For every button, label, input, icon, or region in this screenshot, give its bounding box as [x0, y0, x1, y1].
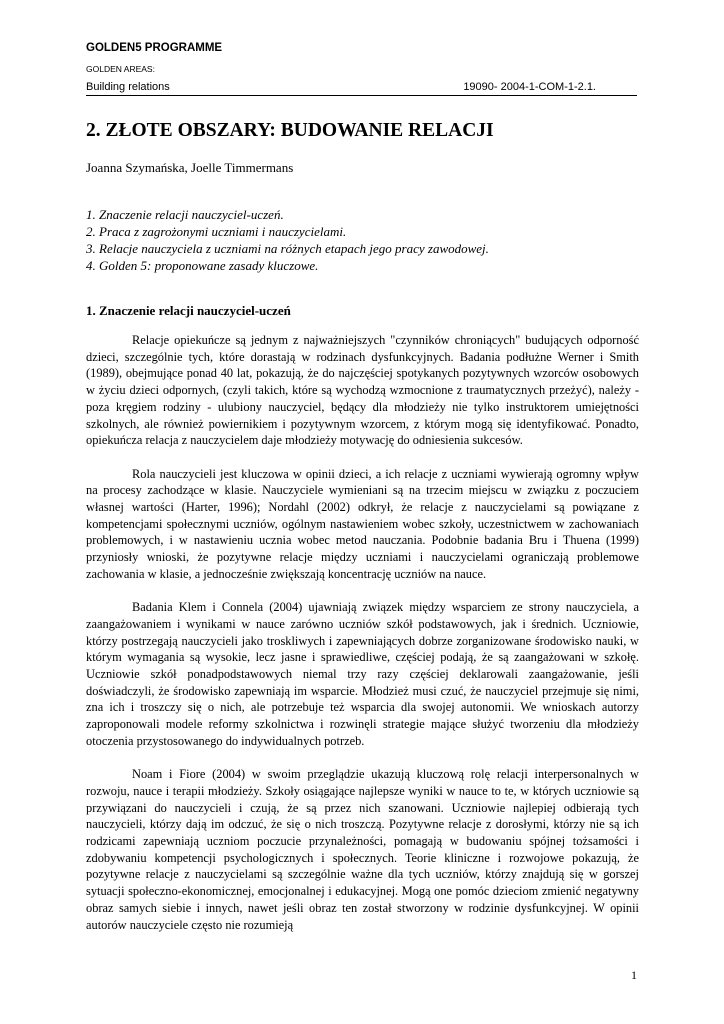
- page-number: 1: [631, 968, 637, 982]
- toc-item: 2. Praca z zagrożonymi uczniami i nauczycielami.: [86, 224, 347, 239]
- header-area-label: GOLDEN AREAS:: [86, 64, 155, 74]
- header-programme: GOLDEN5 PROGRAMME: [86, 42, 223, 54]
- body-paragraph: Rola nauczycieli jest kluczowa w opinii dzieci, a ich relacje z uczniami wywierają ogromny wpływ na procesy zachodzące w klasie. Nauczyciele wymieniani są na trzecim miejscu w związku z poczuciem własnej wartości (Harter, 1996); Nordahl (2002) odkrył, że relacje z nauczycielami są powiązane z kompetencjami społecznymi uczniów, ogólnym nastawieniem wobec szkoły, uczestnictwem w zachowaniach problemowych, i w nastawieniu ucznia wobec metod nauczania. Podobnie badania Bru i Thuena (1999) przyniosły wnioski, że pozytywne relacje między uczniami i nauczycielami ograniczają problemowe zachowania w klasie, a jednocześnie zwiększają koncentrację uczniów na nauce.: [86, 466, 639, 581]
- toc-item: 4. Golden 5: proponowane zasady kluczowe.: [86, 258, 319, 273]
- document-title: 2. ZŁOTE OBSZARY: BUDOWANIE RELACJI: [86, 120, 494, 141]
- body-paragraph: Relacje opiekuńcze są jednym z najważniejszych "czynników chroniących" budujących odporność dzieci, szczególnie tych, które dorastają w rodzinach dysfunkcyjnych. Badania podłużne Werner i Smith (1989), obejmujące ponad 40 lat, pokazują, że do najczęściej spotykanych pozytywnych wzorców osobowych w życiu dzieci odpornych, (czyli takich, które są wychodzą wzmocnione z traumatycznych przeżyć), należy - poza kręgiem rodziny - ulubiony nauczyciel, będący dla młodzieży nie tylko instruktorem umiejętności szkolnych, ale również powiernikiem i pozytywnym wzorcem, z którym mogą się identyfikować. Ponadto, opiekuńcza relacja z nauczycielem daje młodzieży motywację do odniesienia sukcesów.: [86, 333, 639, 448]
- section-body: [86, 332, 639, 950]
- header-row: [86, 81, 637, 96]
- body-paragraph: Badania Klem i Connela (2004) ujawniają związek między wsparciem ze strony nauczyciela, a zaangażowaniem i wynikami w nauce zarówno uczniów szkół podstawowych, jak i średnich. Uczniowie, którzy postrzegają nauczycieli jako troskliwych i zapewniających dobrze zorganizowane środowisko nauki, w którym wymagania są wysokie, lecz jasne i sprawiedliwe, częściej podają, że są zaangażowani w szkołę. Uczniowie szkół ponadpodstawowych niemal trzy razy częściej deklarowali zaangażowanie, jeśli doświadczyli, że środowisko zapewniają im wsparcie. Młodzież musi czuć, że nauczyciel przejmuje się nimi, zna ich i troszczy się o nich, ale potrzebuje też wsparcia dla swojej autonomii. We wnioskach autorzy zaproponowali modele reformy szkolnictwa i rozwinęli strategie mające służyć tworzeniu dla młodzieży otoczenia przystosowanego do indywidualnych potrzeb.: [86, 600, 639, 748]
- section-heading: 1. Znaczenie relacji nauczyciel-uczeń: [86, 303, 291, 318]
- toc-item: 1. Znaczenie relacji nauczyciel-uczeń.: [86, 207, 284, 222]
- toc-item: 3. Relacje nauczyciela z uczniami na różnych etapach jego pracy zawodowej.: [86, 241, 489, 256]
- header-area-name: Building relations: [86, 81, 170, 93]
- header-code: 19090- 2004-1-COM-1-2.1.: [463, 81, 596, 93]
- document-authors: Joanna Szymańska, Joelle Timmermans: [86, 160, 294, 175]
- table-of-contents: [86, 206, 646, 274]
- body-paragraph: Noam i Fiore (2004) w swoim przeglądzie ukazują kluczową rolę relacji interpersonalnych w rozwoju, nauce i terapii młodzieży. Szkoły osiągające najlepsze wyniki w nauce to te, w których uczniowie są przywiązani do nauczycieli i czują, że są przez nich szanowani. Uczniowie najlepiej odbierają tych nauczycieli, którzy dają im odczuć, że się o nich troszczą. Pozytywne relacje z dorosłymi, którzy nie są ich rodzicami zapewniają uczniom poczucie przynależności, pomagają w budowaniu spójnej tożsamości i zdobywaniu kompetencji psychologicznych i społecznych. Teorie kliniczne i rozwojowe pokazują, że pozytywne relacje z nauczycielami są szczególnie ważne dla tych uczniów, którzy znajdują się w gorszej sytuacji społeczno-ekonomicznej, emocjonalnej i edukacyjnej. Mogą one pomóc dzieciom zmienić negatywny obraz samych siebie i innych, nawet jeśli obraz ten został stworzony w rodzinie dysfunkcyjnej. W opinii autorów nauczyciele często nie rozumieją: [86, 767, 639, 932]
